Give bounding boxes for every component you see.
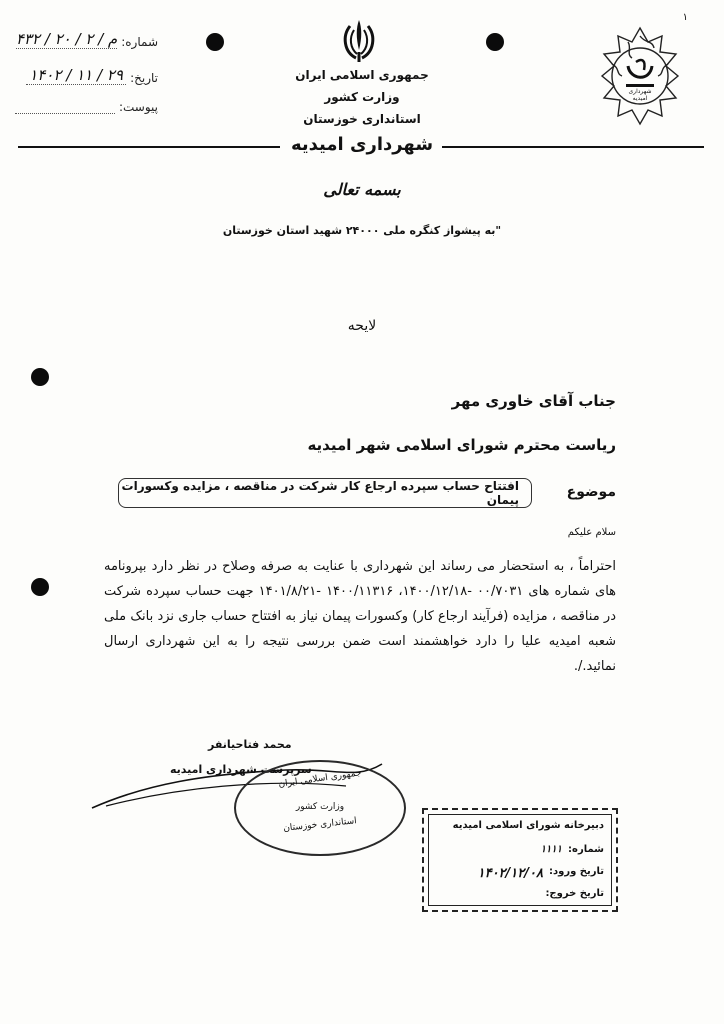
stamp-text-top: جمهوری اسلامی ایران xyxy=(277,768,363,790)
receipt-number-label: شماره: xyxy=(568,844,604,855)
receipt-number-value: ۱۱۱۱ xyxy=(540,844,563,855)
subject-text: افتتاح حساب سپرده ارجاع کار شرکت در مناقصه ، مزایده وکسورات پیمان xyxy=(121,479,519,507)
punch-hole xyxy=(206,33,224,51)
recipient-title: ریاست محترم شورای اسلامی شهر امیدیه xyxy=(307,436,616,454)
punch-hole xyxy=(486,33,504,51)
receipt-date-label: تاریخ ورود: xyxy=(548,866,604,877)
logo-corner-number: ۱ xyxy=(682,12,688,23)
ref-date-value: ۱۴۰۲ / ۱۱ / ۲۹ xyxy=(26,66,126,85)
logo-caption: شهرداری امیدیه xyxy=(628,88,652,102)
receipt-exit-label: تاریخ خروج: xyxy=(545,888,604,899)
basmala: بسمه تعالی xyxy=(323,180,401,199)
subject-label: موضوع xyxy=(566,484,616,500)
subject-box xyxy=(118,478,532,508)
header-line1: جمهوری اسلامی ایران xyxy=(295,68,429,82)
municipality-logo xyxy=(588,14,692,138)
recipient-name: جناب آقای خاوری مهر xyxy=(451,392,616,410)
receipt-date-row xyxy=(478,866,604,881)
org-name: شهرداری امیدیه xyxy=(290,134,434,155)
receipt-stamp xyxy=(422,808,618,912)
doc-type-title: لایحه xyxy=(347,318,377,334)
stamp-text-mid: وزارت کشور xyxy=(295,802,345,812)
greeting: سلام علیکم xyxy=(567,527,616,538)
ref-number-value: ۴۳۲ / ۲۰ / ۲ / م xyxy=(15,30,118,48)
iran-emblem-icon xyxy=(334,16,384,66)
body-paragraph: احتراماً ، به استحضار می رساند این شهرداری با عنایت به صرفه وصلاح در نظر دارد بپرونامه های شماره های ۰۰/۷۰۳۱ -۱۴۰۰/۱۲/۱۸، ۱۴۰۰/۱۱۳۱۶ -۱۴۰۱/۸/۲۱ جهت حساب سپرده شرکت در مناقصه ، مزایده (فرآیند ارجاع کار) وکسورات پیمان نیاز به افتتاح حساب جاری نزد بانک ملی شعبه امیدیه علیا را دارد خواهشمند است ضمن بررسی نتیجه را به این شهرداری ارسال نمائید./. xyxy=(104,559,617,674)
ref-date-label: تاریخ: xyxy=(130,71,158,85)
ref-attachment-label: پیوست: xyxy=(118,100,158,114)
receipt-date-value: ۱۴۰۲/۱۲/۰۸ xyxy=(477,866,543,881)
receipt-stamp-title: دبیرخانه شورای اسلامی امیدیه xyxy=(452,820,604,831)
official-stamp-oval xyxy=(234,760,406,856)
stamp-text-bottom: استانداری خوزستان xyxy=(282,816,358,834)
punch-hole xyxy=(31,578,49,596)
ref-number-row xyxy=(16,30,158,49)
signer-name: محمد فتاحیانفر xyxy=(208,738,292,751)
ref-number-label: شماره: xyxy=(121,35,158,49)
punch-hole xyxy=(31,368,49,386)
slogan: "به پیشواز کنگره ملی ۲۴۰۰۰ شهید استان خوزستان xyxy=(222,224,502,237)
receipt-exit-row xyxy=(545,888,604,899)
header-line2: وزارت کشور xyxy=(324,90,400,104)
header-line3: استانداری خوزستان xyxy=(303,112,421,126)
signer-title: سرپرست شهرداری امیدیه xyxy=(170,763,312,776)
receipt-number-row xyxy=(541,844,604,855)
